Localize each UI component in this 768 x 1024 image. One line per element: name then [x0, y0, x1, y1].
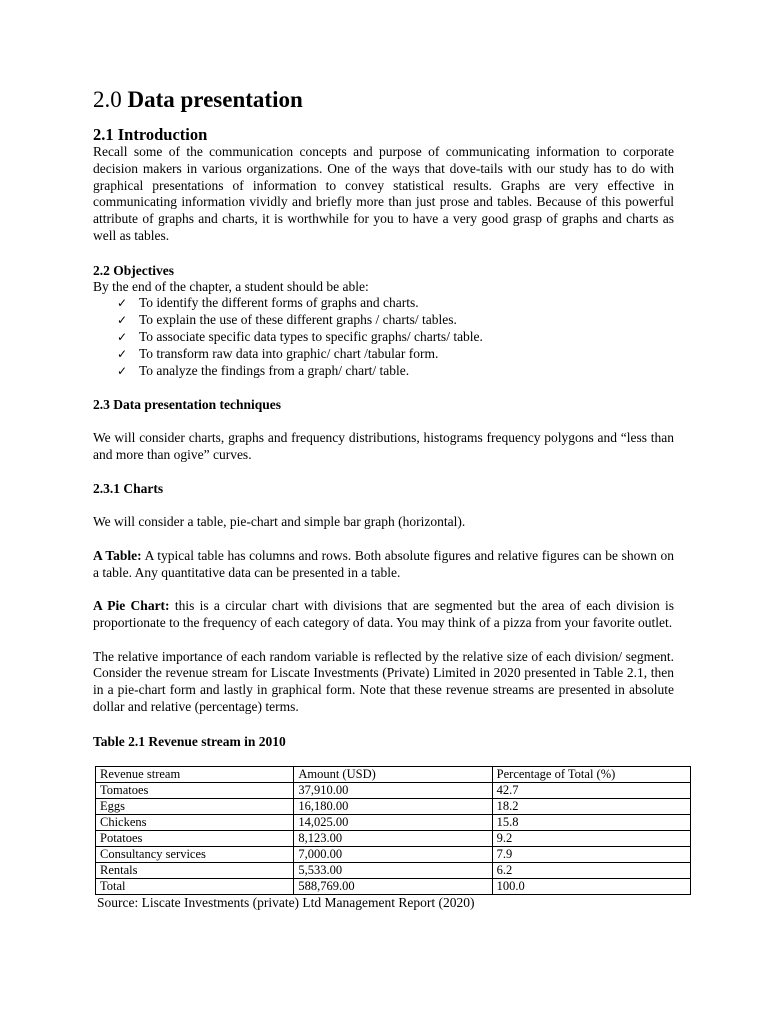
objectives-lead: By the end of the chapter, a student should be able: — [93, 278, 369, 294]
chapter-title — [93, 84, 674, 116]
techniques-paragraph: We will consider charts, graphs and frequency distributions, histograms frequency polygons and “less than and more than ogive” curves. — [93, 429, 674, 462]
table-cell: 18.2 — [492, 799, 690, 815]
table-header-row — [96, 767, 691, 783]
table-cell: 8,123.00 — [294, 831, 492, 847]
objective-text: To explain the use of these different graphs / charts/ tables. — [139, 312, 457, 328]
objectives-heading: 2.2 Objectives — [93, 262, 174, 278]
check-icon: ✓ — [117, 296, 128, 311]
pie-definition-text: this is a circular chart with divisions that are segmented but the area of each division is proportionate to the frequency of each category of data. You may think of a pizza from your favorite outlet. — [93, 598, 674, 630]
objective-text: To transform raw data into graphic/ chart /tabular form. — [139, 345, 439, 361]
intro-heading: 2.1 Introduction — [93, 125, 208, 144]
pie-term: A Pie Chart: — [93, 598, 170, 614]
table-cell: 588,769.00 — [294, 879, 492, 895]
table-term: A Table: — [93, 547, 142, 563]
table-cell: Chickens — [96, 815, 294, 831]
column-header: Percentage of Total (%) — [492, 767, 690, 783]
table-cell: Total — [96, 879, 294, 895]
objectives-list — [93, 295, 674, 379]
relative-importance-paragraph: The relative importance of each random variable is reflected by the relative size of each division/ segment. Consider the revenue stream for Liscate Investments (Private) Limited in 2020 presented in Table 2.1, then in a pie-chart form and lastly in graphical form. Note that these revenue streams are presented in absolute dollar and relative (percentage) terms. — [93, 648, 674, 714]
table-cell: Eggs — [96, 799, 294, 815]
table-cell: Potatoes — [96, 831, 294, 847]
pie-definition-paragraph — [93, 598, 674, 632]
column-header: Amount (USD) — [294, 767, 492, 783]
table-cell: Rentals — [96, 863, 294, 879]
list-item — [117, 312, 674, 329]
table-cell: 9.2 — [492, 831, 690, 847]
table-row — [96, 815, 691, 831]
check-icon: ✓ — [117, 329, 128, 344]
list-item — [117, 346, 674, 363]
table-cell: 7.9 — [492, 847, 690, 863]
list-item — [117, 295, 674, 312]
table-cell: 7,000.00 — [294, 847, 492, 863]
table-cell: 37,910.00 — [294, 783, 492, 799]
table-row — [96, 799, 691, 815]
charts-heading: 2.3.1 Charts — [93, 481, 164, 497]
table-cell: 100.0 — [492, 879, 690, 895]
list-item — [117, 363, 674, 380]
column-header: Revenue stream — [96, 767, 294, 783]
table-total-row — [96, 879, 691, 895]
check-icon: ✓ — [117, 346, 128, 361]
table-cell: 5,533.00 — [294, 863, 492, 879]
objective-text: To identify the different forms of graphs and charts. — [139, 295, 419, 311]
document-page — [93, 84, 674, 911]
objective-text: To associate specific data types to specific graphs/ charts/ table. — [139, 328, 483, 344]
table-source-note: Source: Liscate Investments (private) Ltd Management Report (2020) — [97, 895, 475, 911]
list-item — [117, 329, 674, 346]
objective-text: To analyze the findings from a graph/ chart/ table. — [139, 362, 410, 378]
charts-paragraph: We will consider a table, pie-chart and simple bar graph (horizontal). — [93, 514, 466, 530]
table-definition-text: A typical table has columns and rows. Both absolute figures and relative figures can be shown on a table. Any quantitative data can be presented in a table. — [93, 547, 674, 580]
table-cell: 15.8 — [492, 815, 690, 831]
table-row — [96, 783, 691, 799]
table-cell: 14,025.00 — [294, 815, 492, 831]
check-icon: ✓ — [117, 313, 128, 328]
table-cell: 16,180.00 — [294, 799, 492, 815]
table-row — [96, 831, 691, 847]
table-cell: Tomatoes — [96, 783, 294, 799]
table-cell: 6.2 — [492, 863, 690, 879]
chapter-number: 2.0 — [93, 87, 122, 112]
table-definition-paragraph — [93, 548, 674, 582]
techniques-heading: 2.3 Data presentation techniques — [93, 397, 282, 413]
table-caption: Table 2.1 Revenue stream in 2010 — [93, 733, 286, 749]
revenue-table — [95, 766, 691, 895]
chapter-heading-text: Data presentation — [127, 87, 303, 112]
table-cell: Consultancy services — [96, 847, 294, 863]
table-row — [96, 847, 691, 863]
table-row — [96, 863, 691, 879]
table-cell: 42.7 — [492, 783, 690, 799]
check-icon: ✓ — [117, 363, 128, 378]
intro-paragraph: Recall some of the communication concepts and purpose of communicating information to corporate decision makers in various organizations. One of the ways that dove-tails with our study has to do with graphical presentations of information to convey statistical results. Graphs are very effective in communicating information vividly and briefly more than just prose and tables. Because of this powerful attribute of graphs and charts, it is worthwhile for you to have a very good grasp of graphs and charts as well as tables. — [93, 144, 674, 243]
